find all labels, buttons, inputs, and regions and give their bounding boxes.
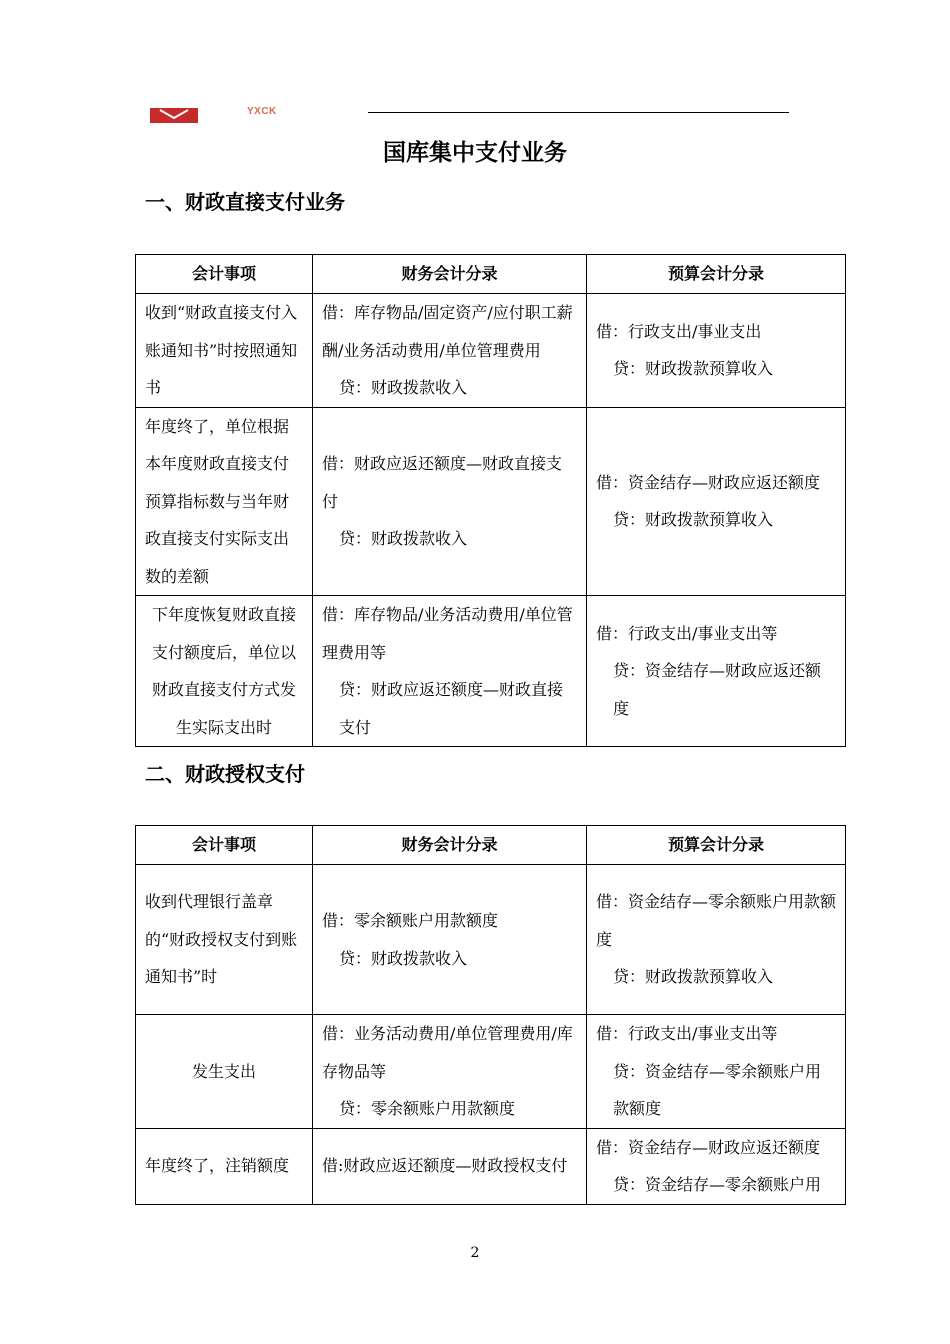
- debit-line: 借：资金结存—财政应返还额度: [596, 1137, 821, 1157]
- column-header-item: 会计事项: [136, 255, 313, 294]
- column-header-financial: 财务会计分录: [313, 255, 587, 294]
- entries-table-1: [135, 254, 846, 747]
- item-cell: 收到“财政直接支付入账通知书”时按照通知书: [136, 294, 313, 408]
- credit-line: 贷：财政拨款收入: [339, 948, 468, 968]
- column-header-item: 会计事项: [136, 826, 313, 865]
- credit-line: 贷：零余额账户用款额度: [339, 1099, 516, 1118]
- debit-line: 借：行政支出/事业支出: [596, 321, 762, 341]
- table-row: [136, 1128, 846, 1204]
- budget-entry-cell: [587, 1128, 846, 1204]
- credit-line: 贷：财政拨款预算收入: [613, 359, 774, 379]
- budget-entry-cell: [587, 407, 846, 596]
- budget-entry-cell: [587, 294, 846, 408]
- table-row: [136, 1015, 846, 1129]
- credit-line: 贷：资金结存—财政应返还额度: [613, 661, 822, 718]
- debit-line: 借：资金结存—财政应返还额度: [596, 472, 821, 492]
- budget-entry-cell: [587, 865, 846, 1015]
- page-number: 2: [470, 1245, 480, 1261]
- column-header-budget: 预算会计分录: [587, 255, 846, 294]
- credit-line: 贷：财政拨款预算收入: [613, 967, 774, 987]
- credit-line: 贷：财政应返还额度—财政直接支付: [339, 680, 564, 737]
- table-row: [136, 596, 846, 747]
- table-row: [136, 294, 846, 408]
- debit-line: 借：库存物品/固定资产/应付职工薪酬/业务活动费用/单位管理费用: [322, 303, 573, 360]
- item-cell: 年度终了，注销额度: [136, 1128, 313, 1204]
- debit-line: 借：库存物品/业务活动费用/单位管理费用等: [322, 605, 573, 662]
- item-cell: 发生支出: [136, 1015, 313, 1129]
- column-header-budget: 预算会计分录: [587, 826, 846, 865]
- financial-entry-cell: [313, 1128, 587, 1204]
- debit-line: 借：业务活动费用/单位管理费用/库存物品等: [322, 1024, 573, 1081]
- credit-line: 贷：财政拨款收入: [339, 378, 468, 397]
- logo-icon: [150, 108, 198, 123]
- financial-entry-cell: [313, 407, 587, 596]
- debit-line: 借：财政应返还额度—财政直接支付: [322, 454, 563, 511]
- credit-line: 贷：资金结存—零余额账户用款额度: [613, 1061, 822, 1118]
- credit-line: 贷：财政拨款预算收入: [613, 510, 774, 530]
- entries-table-2: [135, 825, 846, 1205]
- financial-entry-cell: [313, 596, 587, 747]
- item-cell: 收到代理银行盖章的“财政授权支付到账通知书”时: [136, 865, 313, 1015]
- header-rule: [368, 112, 789, 113]
- table-row: [136, 407, 846, 596]
- budget-entry-cell: [587, 596, 846, 747]
- credit-line: 贷：财政拨款收入: [339, 529, 468, 548]
- page-title: 国库集中支付业务: [383, 140, 567, 166]
- table-header-row: [136, 255, 846, 294]
- section-heading-1: 一、财政直接支付业务: [145, 190, 345, 214]
- debit-line: 借:财政应返还额度—财政授权支付: [322, 1156, 568, 1176]
- table-header-row: [136, 826, 846, 865]
- logo-text: YXCK: [247, 106, 277, 117]
- financial-entry-cell: [313, 294, 587, 408]
- financial-entry-cell: [313, 865, 587, 1015]
- table-row: [136, 865, 846, 1015]
- column-header-financial: 财务会计分录: [313, 826, 587, 865]
- section-heading-2: 二、财政授权支付: [145, 762, 305, 786]
- debit-line: 借：零余额账户用款额度: [322, 911, 499, 930]
- credit-line: 贷：资金结存—零余额账户用: [613, 1175, 822, 1194]
- item-cell: 年度终了，单位根据本年度财政直接支付预算指标数与当年财政直接支付实际支出数的差额: [136, 407, 313, 596]
- item-cell: 下年度恢复财政直接支付额度后，单位以财政直接支付方式发生实际支出时: [136, 596, 313, 747]
- debit-line: 借：行政支出/事业支出等: [596, 1024, 778, 1043]
- debit-line: 借：行政支出/事业支出等: [596, 623, 778, 643]
- financial-entry-cell: [313, 1015, 587, 1129]
- budget-entry-cell: [587, 1015, 846, 1129]
- debit-line: 借：资金结存—零余额账户用款额度: [596, 892, 837, 949]
